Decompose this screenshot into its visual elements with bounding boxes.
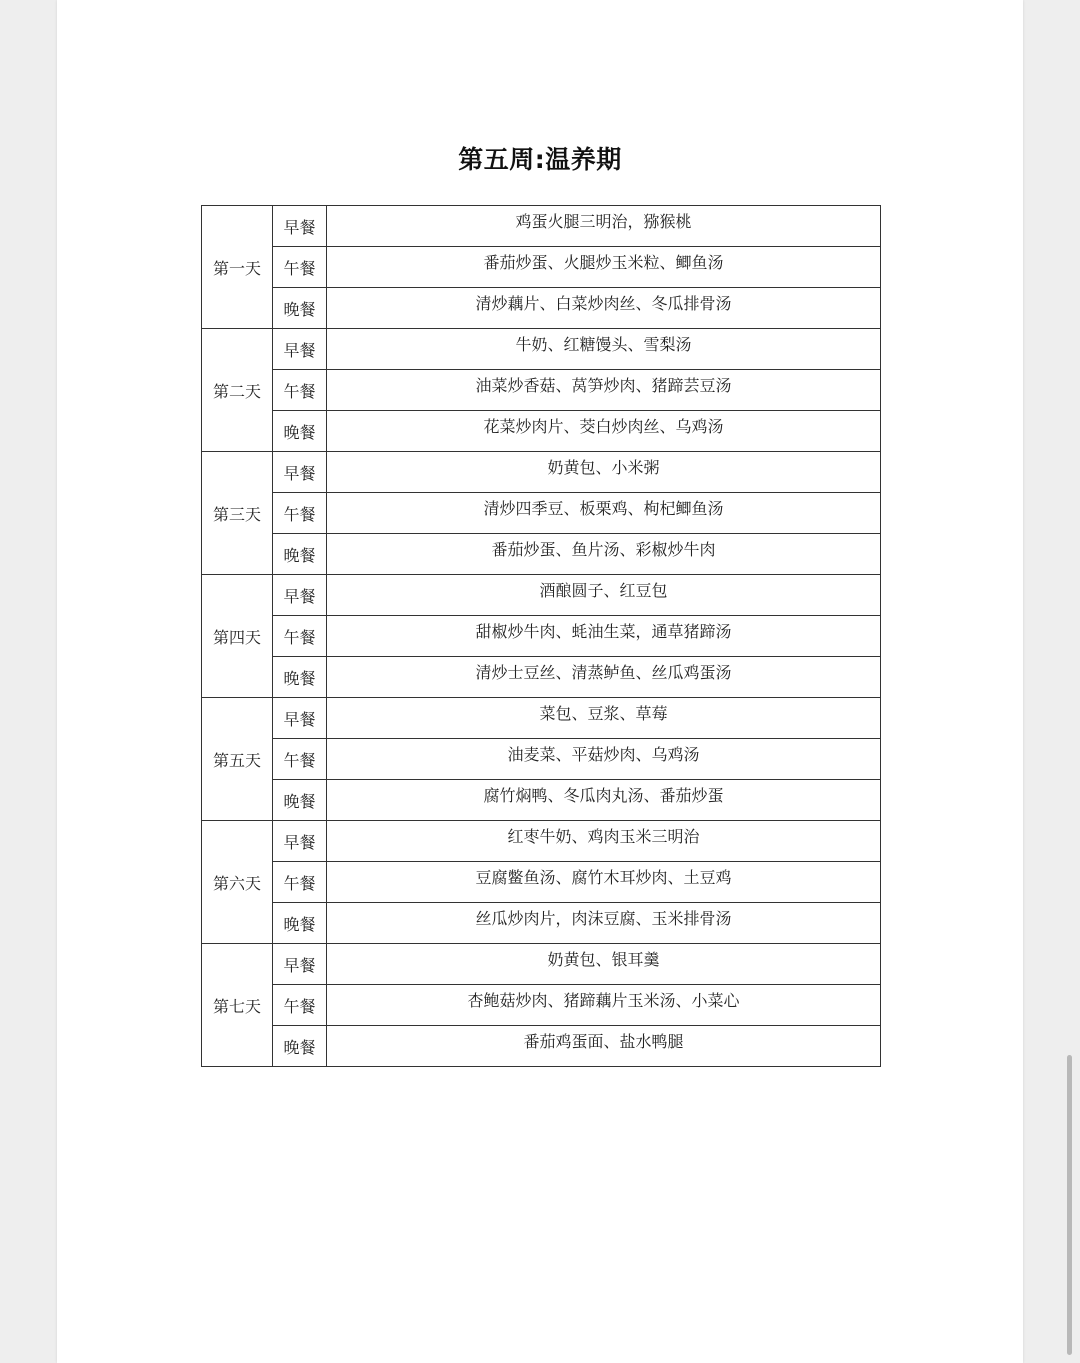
- dish-list: 奶黄包、小米粥: [327, 452, 881, 493]
- dish-list: 豆腐鳖鱼汤、腐竹木耳炒肉、土豆鸡: [327, 862, 881, 903]
- dish-list: 奶黄包、银耳羹: [327, 944, 881, 985]
- dish-list: 花菜炒肉片、茭白炒肉丝、乌鸡汤: [327, 411, 881, 452]
- dish-list: 番茄鸡蛋面、盐水鸭腿: [327, 1026, 881, 1067]
- dish-list: 油麦菜、平菇炒肉、乌鸡汤: [327, 739, 881, 780]
- day-label: 第六天: [202, 821, 273, 944]
- table-row: [202, 493, 881, 534]
- document-title: 第五周:温养期: [458, 145, 622, 174]
- meal-label: 晚餐: [273, 1026, 327, 1067]
- table-row: [202, 329, 881, 370]
- meal-label: 早餐: [273, 698, 327, 739]
- dish-list: 菜包、豆浆、草莓: [327, 698, 881, 739]
- day-label: 第三天: [202, 452, 273, 575]
- meal-label: 午餐: [273, 247, 327, 288]
- dish-list: 杏鲍菇炒肉、猪蹄藕片玉米汤、小菜心: [327, 985, 881, 1026]
- table-row: [202, 616, 881, 657]
- meal-label: 午餐: [273, 985, 327, 1026]
- table-row: [202, 698, 881, 739]
- day-label: 第一天: [202, 206, 273, 329]
- table-row: [202, 452, 881, 493]
- dish-list: 红枣牛奶、鸡肉玉米三明治: [327, 821, 881, 862]
- meal-label: 早餐: [273, 575, 327, 616]
- table-row: [202, 739, 881, 780]
- table-row: [202, 944, 881, 985]
- dish-list: 鸡蛋火腿三明治，猕猴桃: [327, 206, 881, 247]
- meal-label: 早餐: [273, 329, 327, 370]
- table-row: [202, 903, 881, 944]
- meal-label: 早餐: [273, 821, 327, 862]
- meal-label: 早餐: [273, 452, 327, 493]
- table-row: [202, 1026, 881, 1067]
- day-label: 第二天: [202, 329, 273, 452]
- scrollbar-thumb[interactable]: [1067, 1055, 1072, 1355]
- table-row: [202, 370, 881, 411]
- dish-list: 牛奶、红糖馒头、雪梨汤: [327, 329, 881, 370]
- table-row: [202, 575, 881, 616]
- table-row: [202, 411, 881, 452]
- table-row: [202, 780, 881, 821]
- table-row: [202, 288, 881, 329]
- table-row: [202, 206, 881, 247]
- document-page: [57, 0, 1023, 1363]
- dish-list: 清炒士豆丝、清蒸鲈鱼、丝瓜鸡蛋汤: [327, 657, 881, 698]
- day-label: 第四天: [202, 575, 273, 698]
- meal-label: 午餐: [273, 616, 327, 657]
- meal-label: 晚餐: [273, 657, 327, 698]
- meal-label: 午餐: [273, 739, 327, 780]
- table-row: [202, 985, 881, 1026]
- meal-label: 晚餐: [273, 288, 327, 329]
- meal-label: 早餐: [273, 944, 327, 985]
- meal-plan-table: [201, 205, 881, 1067]
- meal-label: 晚餐: [273, 780, 327, 821]
- meal-label: 晚餐: [273, 903, 327, 944]
- meal-label: 晚餐: [273, 411, 327, 452]
- table-row: [202, 657, 881, 698]
- dish-list: 番茄炒蛋、鱼片汤、彩椒炒牛肉: [327, 534, 881, 575]
- table-row: [202, 534, 881, 575]
- dish-list: 清炒四季豆、板栗鸡、枸杞鲫鱼汤: [327, 493, 881, 534]
- dish-list: 腐竹焖鸭、冬瓜肉丸汤、番茄炒蛋: [327, 780, 881, 821]
- meal-label: 午餐: [273, 370, 327, 411]
- dish-list: 清炒藕片、白菜炒肉丝、冬瓜排骨汤: [327, 288, 881, 329]
- dish-list: 番茄炒蛋、火腿炒玉米粒、鲫鱼汤: [327, 247, 881, 288]
- dish-list: 丝瓜炒肉片，肉沫豆腐、玉米排骨汤: [327, 903, 881, 944]
- meal-label: 晚餐: [273, 534, 327, 575]
- meal-label: 午餐: [273, 862, 327, 903]
- dish-list: 油菜炒香菇、莴笋炒肉、猪蹄芸豆汤: [327, 370, 881, 411]
- table-row: [202, 247, 881, 288]
- dish-list: 甜椒炒牛肉、蚝油生菜，通草猪蹄汤: [327, 616, 881, 657]
- day-label: 第五天: [202, 698, 273, 821]
- meal-label: 早餐: [273, 206, 327, 247]
- dish-list: 酒酿圆子、红豆包: [327, 575, 881, 616]
- table-row: [202, 821, 881, 862]
- day-label: 第七天: [202, 944, 273, 1067]
- table-row: [202, 862, 881, 903]
- meal-label: 午餐: [273, 493, 327, 534]
